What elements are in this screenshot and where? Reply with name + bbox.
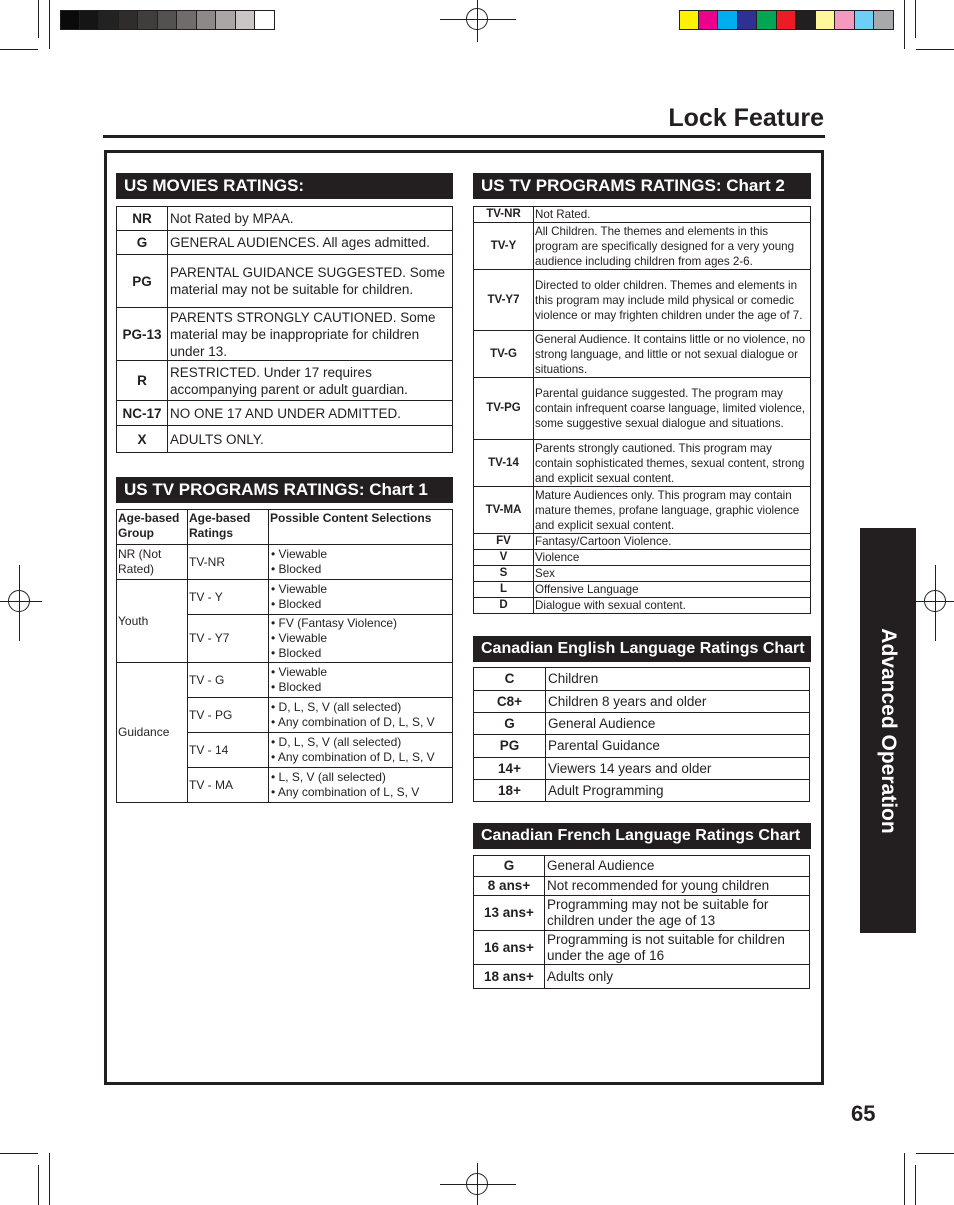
chart2-row bbox=[474, 207, 811, 223]
chart2-row bbox=[474, 534, 811, 550]
movies-row bbox=[117, 401, 453, 426]
chart1-table bbox=[116, 509, 453, 803]
rating-description: Parental Guidance bbox=[546, 735, 810, 758]
rating-code: V bbox=[474, 550, 534, 566]
chart1-item: • D, L, S, V (all selected) bbox=[270, 735, 451, 750]
chart1-item: • Blocked bbox=[270, 646, 451, 661]
chart2-row bbox=[474, 270, 811, 331]
rating-code: PG-13 bbox=[117, 308, 168, 361]
chart1-header-ratings: Age-based Ratings bbox=[188, 510, 269, 545]
gray-swatch bbox=[119, 10, 139, 30]
chart1-group-guidance: Guidance bbox=[117, 663, 188, 803]
rating-description: GENERAL AUDIENCES. All ages admitted. bbox=[168, 231, 453, 255]
gray-swatch bbox=[197, 10, 217, 30]
canadian-french-row bbox=[474, 931, 810, 965]
canadian-french-row bbox=[474, 965, 810, 989]
chart2-row bbox=[474, 582, 811, 598]
chart2-row bbox=[474, 598, 811, 614]
chart1-item: • Any combination of D, L, S, V bbox=[270, 715, 451, 730]
rating-code: FV bbox=[474, 534, 534, 550]
canadian-english-row bbox=[474, 713, 810, 735]
chart1-item: • Any combination of D, L, S, V bbox=[270, 750, 451, 765]
chart2-row bbox=[474, 550, 811, 566]
chart2-table bbox=[473, 206, 811, 614]
rating-description: Adults only bbox=[545, 965, 810, 989]
rating-description: General Audience. It contains little or no violence, no strong language, and little or not sexual dialogue or situations. bbox=[534, 331, 811, 378]
chart1-rating: TV-NR bbox=[188, 545, 269, 580]
rating-code: TV-Y bbox=[474, 223, 534, 270]
movies-row bbox=[117, 231, 453, 255]
canadian-english-row bbox=[474, 735, 810, 758]
rating-code: 16 ans+ bbox=[474, 931, 545, 965]
movies-row bbox=[117, 207, 453, 231]
canadian-english-row bbox=[474, 758, 810, 780]
rating-code: R bbox=[117, 361, 168, 401]
canadian-french-table bbox=[473, 855, 810, 989]
rating-code: TV-MA bbox=[474, 487, 534, 534]
canadian-french-row bbox=[474, 877, 810, 896]
rating-code: S bbox=[474, 566, 534, 582]
color-swatch bbox=[718, 10, 738, 30]
page-title: Lock Feature bbox=[668, 104, 824, 132]
chart2-row bbox=[474, 566, 811, 582]
rating-description: Children 8 years and older bbox=[546, 691, 810, 713]
chart1-rating: TV - Y7 bbox=[188, 615, 269, 663]
chart1-item: • Blocked bbox=[270, 680, 451, 695]
title-rule bbox=[103, 135, 825, 138]
movies-row bbox=[117, 255, 453, 308]
rating-code: NC-17 bbox=[117, 401, 168, 426]
gray-swatch bbox=[236, 10, 256, 30]
rating-description: PARENTS STRONGLY CAUTIONED. Some material may be inappropriate for children under 13. bbox=[168, 308, 453, 361]
rating-description: Parental guidance suggested. The program may contain infrequent coarse language, limited violence, some suggestive sexual dialogue and situations. bbox=[534, 378, 811, 440]
chart1-item: • D, L, S, V (all selected) bbox=[270, 700, 451, 715]
gray-swatch bbox=[177, 10, 197, 30]
chart1-item: • Any combination of L, S, V bbox=[270, 785, 451, 800]
chart1-group-nr: NR (Not Rated) bbox=[117, 545, 188, 580]
rating-description: Offensive Language bbox=[534, 582, 811, 598]
color-swatch bbox=[699, 10, 719, 30]
movies-row bbox=[117, 426, 453, 453]
gray-swatch bbox=[138, 10, 158, 30]
chart1-item: • Viewable bbox=[270, 547, 451, 562]
rating-description: Dialogue with sexual content. bbox=[534, 598, 811, 614]
rating-description: All Children. The themes and elements in this program are specifically designed for a very young audience including children from ages 2-6. bbox=[534, 223, 811, 270]
rating-description: Fantasy/Cartoon Violence. bbox=[534, 534, 811, 550]
rating-description: Parents strongly cautioned. This program may contain sophisticated themes, sexual content, strong and explicit sexual content. bbox=[534, 440, 811, 487]
chart2-heading: US TV PROGRAMS RATINGS: Chart 2 bbox=[473, 173, 811, 199]
page-number: 65 bbox=[851, 1101, 876, 1126]
side-tab bbox=[860, 528, 916, 933]
chart1-rating: TV - MA bbox=[188, 768, 269, 803]
movies-row bbox=[117, 308, 453, 361]
rating-code: G bbox=[117, 231, 168, 255]
rating-code: G bbox=[474, 713, 546, 735]
rating-code: 14+ bbox=[474, 758, 546, 780]
chart1-heading: US TV PROGRAMS RATINGS: Chart 1 bbox=[116, 477, 453, 503]
chart1-item: • L, S, V (all selected) bbox=[270, 770, 451, 785]
chart2-row bbox=[474, 378, 811, 440]
gray-swatch bbox=[158, 10, 178, 30]
rating-description: Directed to older children. Themes and elements in this program may include mild physical or comedic violence or may frighten children under the age of 7. bbox=[534, 270, 811, 331]
rating-description: Children bbox=[546, 668, 810, 691]
rating-description: ADULTS ONLY. bbox=[168, 426, 453, 453]
movies-heading: US MOVIES RATINGS: bbox=[116, 173, 453, 199]
rating-code: PG bbox=[117, 255, 168, 308]
rating-description: NO ONE 17 AND UNDER ADMITTED. bbox=[168, 401, 453, 426]
canadian-english-row bbox=[474, 668, 810, 691]
rating-description: Programming may not be suitable for children under the age of 13 bbox=[545, 896, 810, 931]
gray-swatch bbox=[255, 10, 275, 30]
chart1-item: • Viewable bbox=[270, 665, 451, 680]
rating-description: RESTRICTED. Under 17 requires accompanying parent or adult guardian. bbox=[168, 361, 453, 401]
chart1-header-group: Age-based Group bbox=[117, 510, 188, 545]
rating-code: TV-14 bbox=[474, 440, 534, 487]
rating-description: Not Rated. bbox=[534, 207, 811, 223]
rating-code: TV-G bbox=[474, 331, 534, 378]
rating-code: L bbox=[474, 582, 534, 598]
chart1-group-youth: Youth bbox=[117, 580, 188, 663]
gray-swatch bbox=[216, 10, 236, 30]
canadian-french-heading: Canadian French Language Ratings Chart bbox=[473, 823, 811, 849]
gray-swatch bbox=[99, 10, 119, 30]
rating-description: Programming is not suitable for children under the age of 16 bbox=[545, 931, 810, 965]
rating-code: NR bbox=[117, 207, 168, 231]
chart2-row bbox=[474, 331, 811, 378]
color-calibration-bars bbox=[679, 10, 894, 30]
rating-code: TV-Y7 bbox=[474, 270, 534, 331]
rating-description: Not Rated by MPAA. bbox=[168, 207, 453, 231]
chart2-row bbox=[474, 487, 811, 534]
canadian-english-table bbox=[473, 667, 810, 802]
chart1-item: • Blocked bbox=[270, 562, 451, 577]
rating-description: General Audience bbox=[546, 713, 810, 735]
movies-row bbox=[117, 361, 453, 401]
rating-code: X bbox=[117, 426, 168, 453]
rating-code: 18+ bbox=[474, 780, 546, 802]
color-swatch bbox=[816, 10, 836, 30]
movies-table bbox=[116, 206, 453, 453]
rating-description: Adult Programming bbox=[546, 780, 810, 802]
color-swatch bbox=[796, 10, 816, 30]
chart1-item: • FV (Fantasy Violence) bbox=[270, 616, 451, 631]
rating-code: PG bbox=[474, 735, 546, 758]
rating-description: Viewers 14 years and older bbox=[546, 758, 810, 780]
rating-code: 8 ans+ bbox=[474, 877, 545, 896]
chart2-row bbox=[474, 223, 811, 270]
canadian-english-heading: Canadian English Language Ratings Chart bbox=[473, 636, 811, 662]
color-swatch bbox=[738, 10, 758, 30]
rating-code: TV-NR bbox=[474, 207, 534, 223]
color-swatch bbox=[835, 10, 855, 30]
chart1-item: • Viewable bbox=[270, 582, 451, 597]
chart1-rating: TV - G bbox=[188, 663, 269, 698]
rating-description: Sex bbox=[534, 566, 811, 582]
rating-code: C8+ bbox=[474, 691, 546, 713]
rating-code: TV-PG bbox=[474, 378, 534, 440]
chart1-item: • Viewable bbox=[270, 631, 451, 646]
chart1-rating: TV - Y bbox=[188, 580, 269, 615]
side-tab-label: Advanced Operation bbox=[877, 627, 900, 834]
chart1-item: • Blocked bbox=[270, 597, 451, 612]
rating-code: 18 ans+ bbox=[474, 965, 545, 989]
chart2-row bbox=[474, 440, 811, 487]
canadian-english-row bbox=[474, 780, 810, 802]
gray-swatch bbox=[60, 10, 80, 30]
rating-description: Not recommended for young children bbox=[545, 877, 810, 896]
rating-code: 13 ans+ bbox=[474, 896, 545, 931]
color-swatch bbox=[757, 10, 777, 30]
canadian-english-row bbox=[474, 691, 810, 713]
gray-swatch bbox=[80, 10, 100, 30]
rating-description: Mature Audiences only. This program may contain mature themes, profane language, graphic violence and explicit sexual content. bbox=[534, 487, 811, 534]
rating-code: D bbox=[474, 598, 534, 614]
color-swatch bbox=[855, 10, 875, 30]
rating-description: General Audience bbox=[545, 856, 810, 877]
canadian-french-row bbox=[474, 896, 810, 931]
rating-description: PARENTAL GUIDANCE SUGGESTED. Some material may not be suitable for children. bbox=[168, 255, 453, 308]
rating-code: G bbox=[474, 856, 545, 877]
canadian-french-row bbox=[474, 856, 810, 877]
chart1-rating: TV - 14 bbox=[188, 733, 269, 768]
color-swatch bbox=[777, 10, 797, 30]
chart1-rating: TV - PG bbox=[188, 698, 269, 733]
color-swatch bbox=[679, 10, 699, 30]
rating-code: C bbox=[474, 668, 546, 691]
color-swatch bbox=[874, 10, 894, 30]
gray-calibration-bars bbox=[60, 10, 275, 30]
chart1-header-selections: Possible Content Selections bbox=[269, 510, 453, 545]
rating-description: Violence bbox=[534, 550, 811, 566]
